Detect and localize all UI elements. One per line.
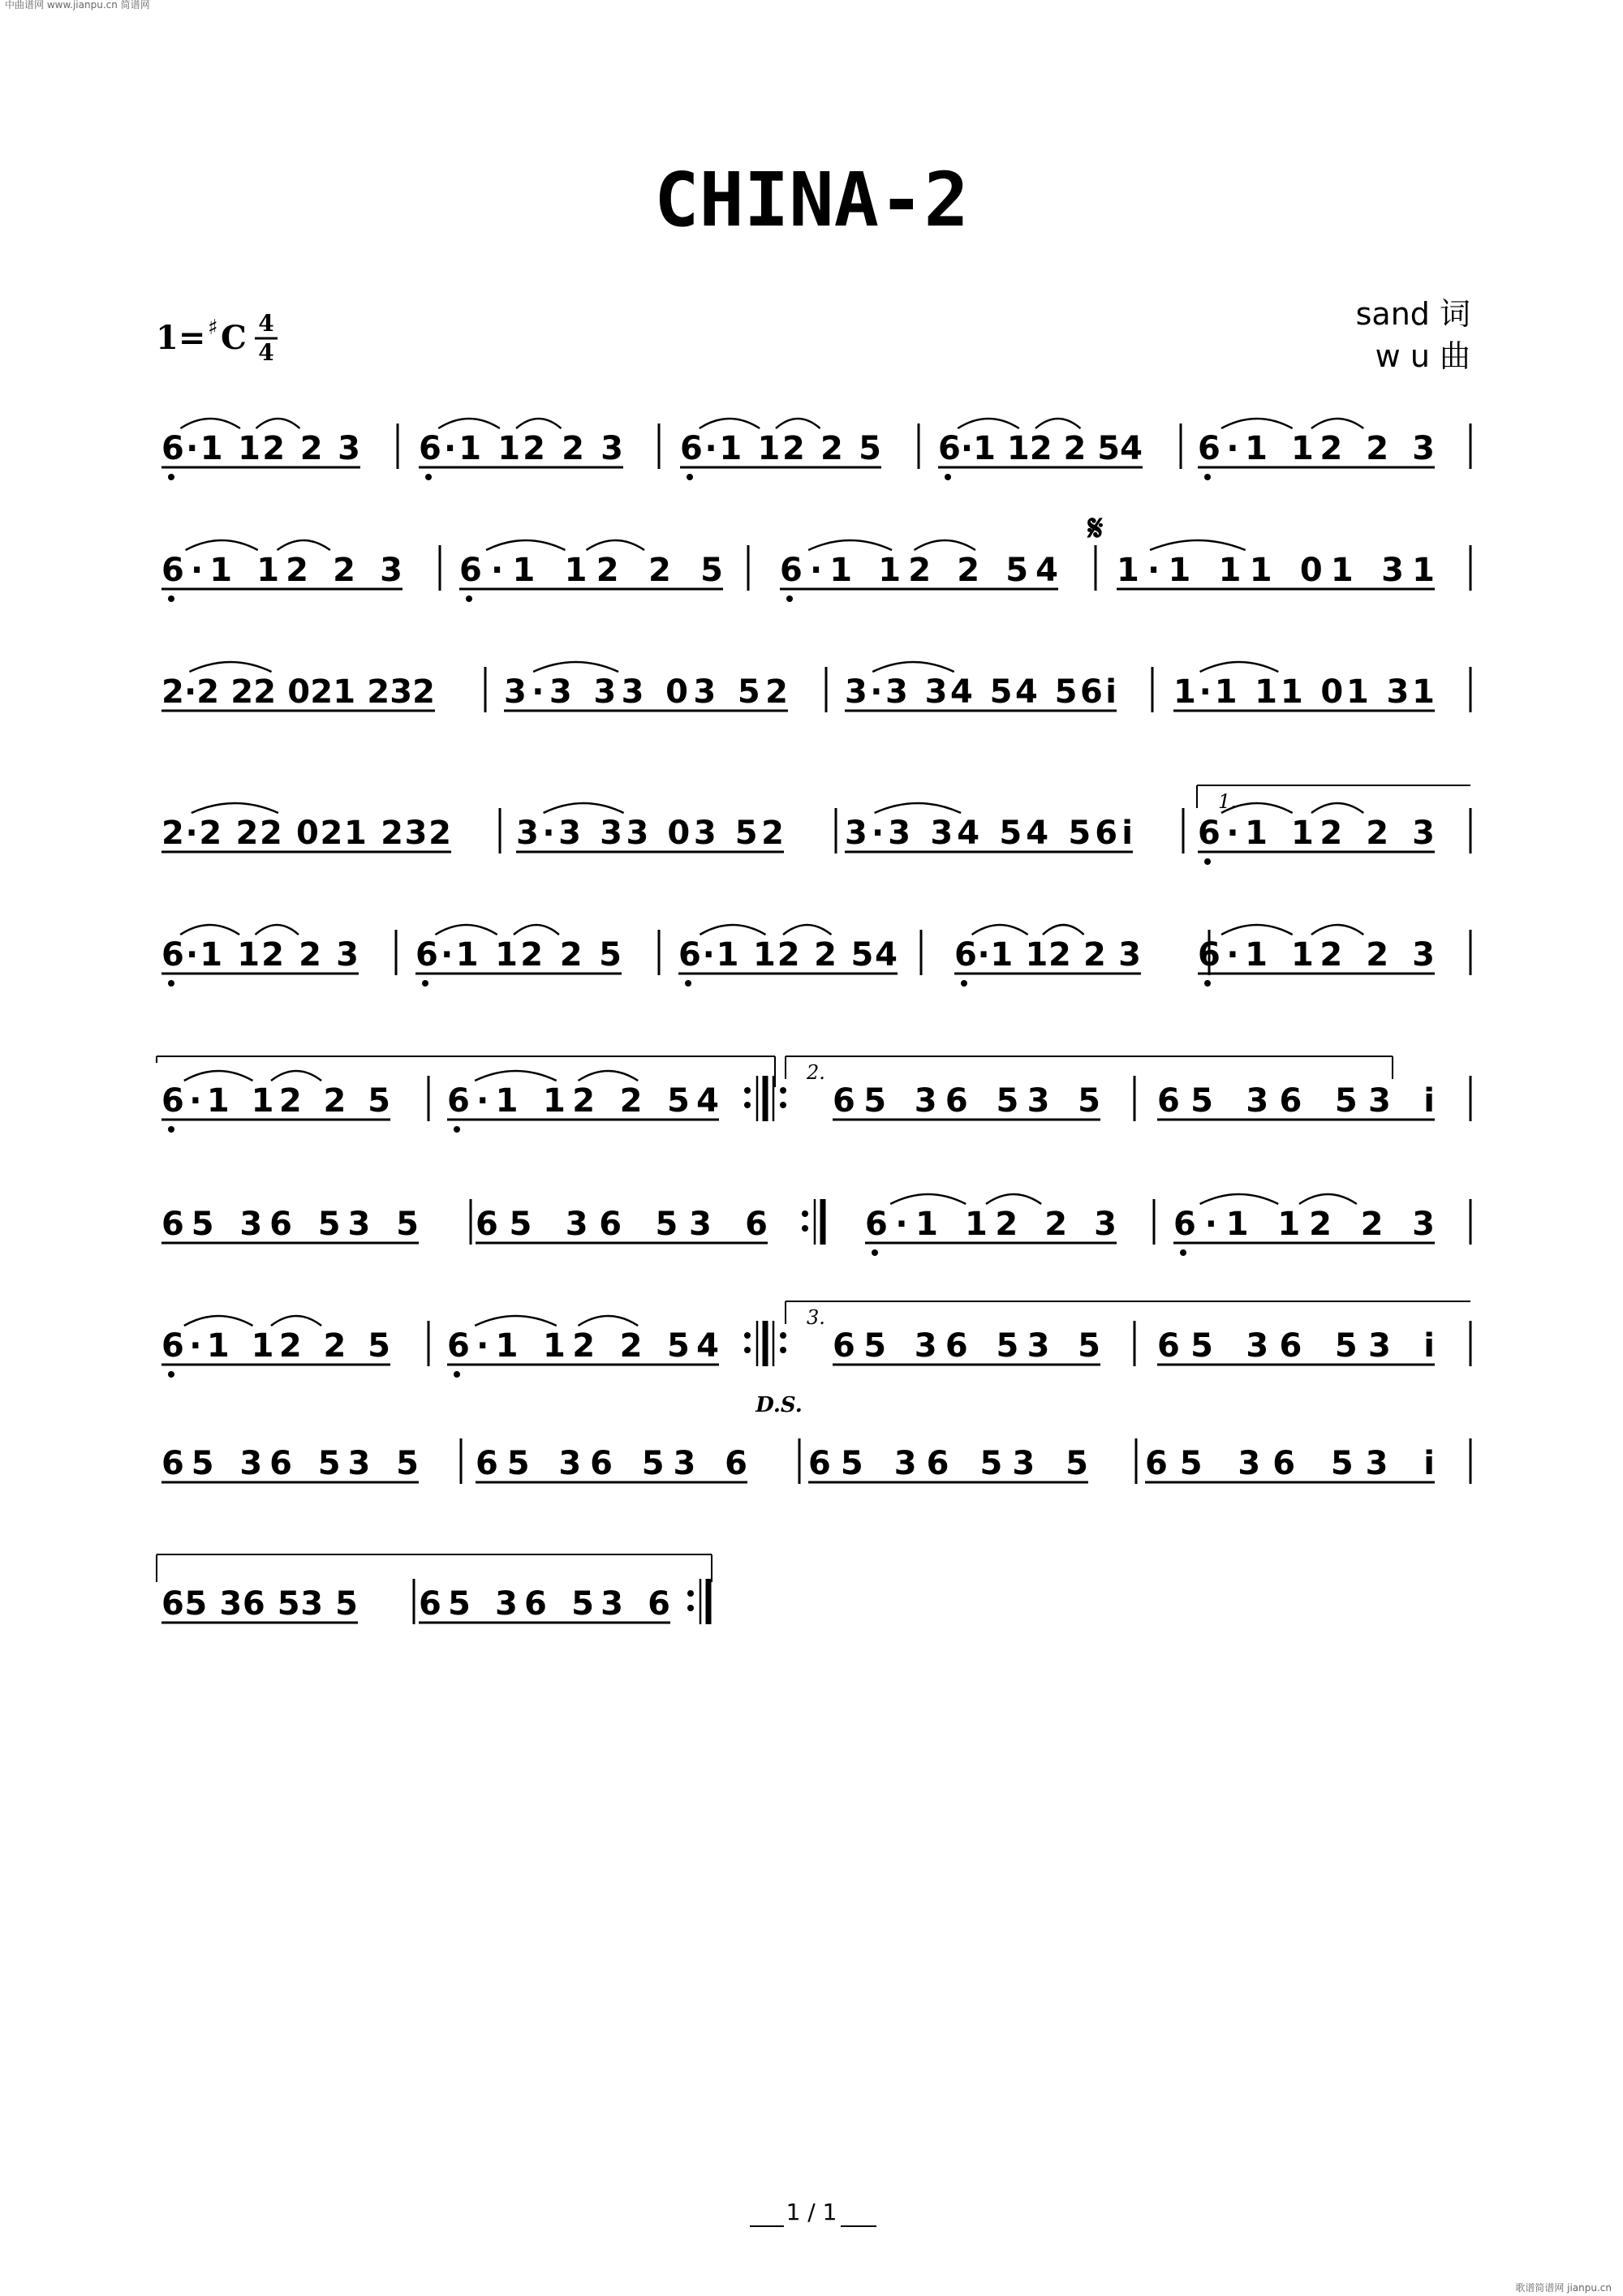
staff-layer (157, 419, 1470, 1624)
lyricist: sand 词 (1355, 296, 1470, 332)
measure: 6·1 12 2 5 (680, 430, 881, 467)
tie-arc (475, 1316, 557, 1326)
tie-arc (271, 1071, 321, 1081)
tie-arc (808, 540, 892, 550)
tie-arc (186, 540, 258, 550)
tie-arc (1200, 662, 1279, 672)
measure: 6·1 12 2 54 (447, 1082, 719, 1120)
measure: 2·2 22 021 232 (161, 673, 435, 711)
measure: 6·1 12 2 5 (415, 936, 622, 974)
low-octave-dot (1204, 474, 1211, 480)
tie-arc (180, 419, 240, 428)
measure: 65 36 53 i (1145, 1445, 1435, 1482)
tie-arc (180, 925, 239, 935)
barline (687, 1579, 708, 1624)
tie-arc (958, 419, 1019, 428)
measure: 6·1 12 2 3 (1198, 815, 1435, 852)
tie-arc (986, 1194, 1041, 1204)
measure: 6·1 12 2 5 (459, 552, 723, 589)
tie-arc (192, 803, 278, 813)
tie-arc (700, 925, 765, 935)
volta-bracket (157, 1554, 712, 1582)
tie-arc (533, 662, 618, 672)
tie-arc (271, 1316, 321, 1326)
key-prefix: 1= (156, 319, 206, 357)
measure: 6·1 12 2 3 (1198, 430, 1435, 467)
low-octave-dot (687, 474, 693, 480)
key-note: C (221, 319, 247, 357)
tie-arc (184, 1071, 253, 1081)
measure: 6·1 12 2 5 (161, 1327, 390, 1365)
tie-arc (256, 419, 300, 428)
page-footer (750, 2199, 876, 2226)
measure: 65 36 53 5 (161, 1206, 419, 1243)
tie-arc (514, 925, 559, 935)
sharp-symbol: ♯ (208, 316, 218, 340)
measure: 65 36 53 6 (476, 1445, 747, 1482)
tie-arc (486, 540, 566, 550)
repeat-dot (780, 1102, 786, 1108)
measure: 6·1 12 2 3 (865, 1206, 1117, 1243)
volta-label: 3. (807, 1306, 825, 1329)
measure: 65 36 53 6 (419, 1585, 670, 1623)
measure: 6·1 12 2 3 (161, 430, 360, 467)
measure: 1·1 11 01 31 (1117, 552, 1435, 589)
tie-arc (435, 925, 497, 935)
tie-arc (890, 1194, 966, 1204)
low-octave-dot (1204, 858, 1211, 865)
repeat-dot (780, 1087, 786, 1094)
low-octave-dot (168, 980, 174, 987)
tie-arc (579, 1071, 639, 1081)
barline (744, 1321, 786, 1366)
top-watermark: 中曲谱网 www.jianpu.cn 简谱网 (5, 0, 150, 11)
tie-arc (776, 419, 820, 428)
measure: 6·1 12 2 54 (938, 430, 1143, 467)
measure: 3·3 34 54 56i (845, 673, 1117, 711)
repeat-dot (744, 1332, 751, 1339)
barline (744, 1076, 786, 1121)
tie-arc (1311, 925, 1363, 935)
low-octave-dot (422, 980, 428, 987)
time-signature-bottom: 4 (258, 339, 274, 366)
volta-bracket (786, 1301, 1470, 1329)
measure: 65 36 53 5 (161, 1585, 358, 1623)
tie-arc (516, 419, 561, 428)
repeat-dot (744, 1347, 751, 1353)
low-octave-dot (168, 595, 174, 602)
tie-arc (1311, 419, 1363, 428)
low-octave-dot (1204, 980, 1211, 987)
tie-arc (1035, 419, 1080, 428)
tie-arc (1200, 1194, 1279, 1204)
measure: 1·1 11 01 31 (1173, 673, 1435, 711)
repeat-dot (780, 1347, 786, 1353)
time-signature-top: 4 (258, 310, 274, 337)
measure: 6·1 12 2 3 (161, 936, 359, 974)
segno-sign: 𝄋 (1087, 508, 1104, 549)
tie-arc (875, 803, 962, 813)
tie-arc (1043, 925, 1084, 935)
tie-arc (475, 1071, 557, 1081)
measure: 65 36 53 i (1157, 1082, 1435, 1120)
tie-arc (783, 925, 831, 935)
measure: 6·1 12 2 3 (419, 430, 623, 467)
low-octave-dot (945, 474, 951, 480)
low-octave-dot (466, 595, 472, 602)
page-number: 1 / 1 (786, 2199, 837, 2225)
repeat-dot (780, 1332, 786, 1339)
measure: 6·1 12 2 5 (161, 1082, 390, 1120)
repeat-dot (744, 1102, 751, 1108)
tie-arc (587, 540, 645, 550)
measure: 65 36 53 6 (476, 1206, 768, 1243)
repeat-dot (687, 1590, 694, 1597)
repeat-dot (744, 1087, 751, 1094)
measure: 6·1 12 2 3 (161, 552, 403, 589)
measure: 6·1 12 2 54 (447, 1327, 719, 1365)
measure: 6·1 12 2 54 (678, 936, 898, 974)
low-octave-dot (1180, 1249, 1186, 1256)
low-octave-dot (454, 1126, 460, 1133)
tie-arc (184, 1316, 253, 1326)
repeat-dot (802, 1210, 808, 1217)
tie-arc (438, 419, 500, 428)
measure: 2·2 22 021 232 (161, 815, 451, 852)
measure: 65 36 53 5 (833, 1327, 1100, 1365)
key-signature (156, 310, 278, 366)
tie-arc (1299, 1194, 1357, 1204)
tie-arc (1221, 925, 1293, 935)
measure: 65 36 53 5 (808, 1445, 1088, 1482)
measure: 6·1 12 2 3 (1198, 936, 1435, 974)
measure: 3·3 33 03 52 (504, 673, 788, 711)
tie-arc (1221, 419, 1293, 428)
tie-arc (872, 662, 954, 672)
composer: w u 曲 (1375, 338, 1470, 374)
tie-arc (1150, 540, 1246, 550)
ds-marking: D.S. (756, 1393, 803, 1417)
measure: 6·1 12 2 3 (1173, 1206, 1435, 1243)
low-octave-dot (454, 1371, 460, 1378)
measure: 6·1 12 2 3 (954, 936, 1141, 974)
low-octave-dot (425, 474, 432, 480)
volta-bracket (157, 1056, 775, 1063)
measure: 65 36 53 5 (833, 1082, 1100, 1120)
tie-arc (256, 925, 299, 935)
tie-arc (579, 1316, 639, 1326)
measure: 3·3 34 54 56i (845, 815, 1133, 852)
volta-bracket (1197, 785, 1470, 813)
volta-label: 1. (1218, 790, 1237, 813)
tie-arc (972, 925, 1028, 935)
low-octave-dot (685, 980, 691, 987)
repeat-dot (802, 1225, 808, 1232)
low-octave-dot (168, 1371, 174, 1378)
low-octave-dot (168, 474, 174, 480)
low-octave-dot (961, 980, 967, 987)
tie-arc (915, 540, 975, 550)
measure: 65 36 53 i (1157, 1327, 1435, 1365)
volta-bracket (786, 1056, 1393, 1084)
song-title: CHINA-2 (654, 157, 969, 243)
repeat-dot (687, 1605, 694, 1611)
volta-label: 2. (807, 1061, 825, 1084)
low-octave-dot (786, 595, 793, 602)
measure: 3·3 33 03 52 (516, 815, 784, 852)
tie-arc (1311, 803, 1363, 813)
low-octave-dot (872, 1249, 878, 1256)
bottom-watermark: 歌谱简谱网 jianpu.cn (1515, 2282, 1612, 2294)
barline (802, 1199, 823, 1245)
tie-arc (189, 662, 271, 672)
tie-arc (700, 419, 760, 428)
measure: 6·1 12 2 54 (780, 552, 1058, 589)
tie-arc (544, 803, 624, 813)
measure: 65 36 53 5 (161, 1445, 419, 1482)
tie-arc (278, 540, 330, 550)
low-octave-dot (168, 1126, 174, 1133)
